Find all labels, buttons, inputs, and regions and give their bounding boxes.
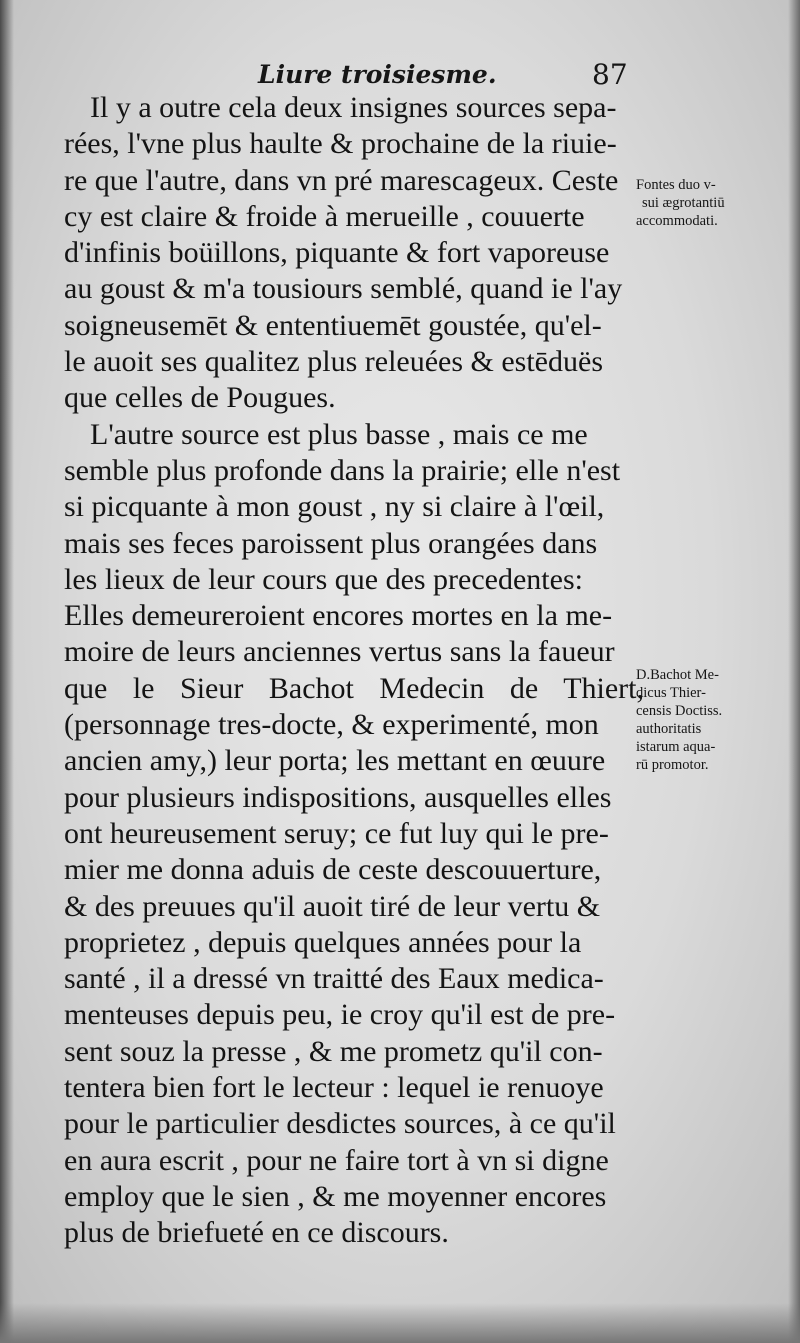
margin-note-line: D.Bachot Me- xyxy=(636,667,719,683)
margin-note-fontes xyxy=(636,176,792,230)
text-line: mier me donna aduis de ceste descouuerture, xyxy=(64,853,602,887)
text-line: semble plus profonde dans la prairie; elle n'est xyxy=(64,453,621,487)
text-line: que celles de Pougues. xyxy=(64,381,336,415)
margin-note-line: rū promotor. xyxy=(636,757,709,773)
text-line: Il y a outre cela deux insignes sources sepa- xyxy=(90,91,617,124)
text-line: tentera bien fort le lecteur : lequel ie renuoye xyxy=(64,1071,604,1105)
text-line: re que l'autre, dans vn pré marescageux. Ceste xyxy=(64,163,619,197)
margin-note-line: istarum aqua- xyxy=(636,739,716,755)
text-line: santé , il a dressé vn traitté des Eaux medica- xyxy=(64,962,604,996)
body-text xyxy=(64,90,644,1252)
margin-note-bachot xyxy=(636,666,792,774)
text-line: menteuses depuis peu, ie croy qu'il est de pre- xyxy=(64,998,616,1032)
text-line: ancien amy,) leur porta; les mettant en œuure xyxy=(64,744,606,778)
text-line: cy est claire & froide à merueille , couuerte xyxy=(64,199,585,233)
text-line: en aura escrit , pour ne faire tort à vn si digne xyxy=(64,1143,609,1177)
text-line: pour plusieurs indispositions, ausquelles elles xyxy=(64,780,612,814)
text-line: d'infinis boüillons, piquante & fort vaporeuse xyxy=(64,236,610,270)
text-line: pour le particulier desdictes sources, à ce qu'il xyxy=(64,1107,616,1141)
text-line: au goust & m'a tousiours semblé, quand ie l'ay xyxy=(64,272,623,306)
margin-note-line: accommodati. xyxy=(636,213,718,229)
margin-note-line: authoritatis xyxy=(636,721,702,737)
page-shadow-bottom xyxy=(0,1303,800,1343)
text-line: mais ses feces paroissent plus orangées dans xyxy=(64,526,598,560)
margin-note-line: dicus Thier- xyxy=(636,685,706,701)
text-line: soigneusemēt & ententiuemēt goustée, qu'el- xyxy=(64,308,602,342)
text-line: sent souz la presse , & me prometz qu'il con- xyxy=(64,1034,603,1068)
margin-note-line: censis Doctiss. xyxy=(636,703,723,719)
margin-note-line: Fontes duo v- xyxy=(636,177,716,193)
running-head: Liure troisiesme. xyxy=(258,60,497,89)
text-line: plus de briefueté en ce discours. xyxy=(64,1216,449,1250)
page-shadow-left xyxy=(0,0,14,1343)
text-line: proprietez , depuis quelques années pour la xyxy=(64,925,582,959)
text-line: L'autre source est plus basse , mais ce me xyxy=(90,417,588,451)
text-line: & des preuues qu'il auoit tiré de leur vertu & xyxy=(64,889,601,923)
margin-note-line: sui ægrotantiū xyxy=(642,195,725,211)
text-line: moire de leurs anciennes vertus sans la faueur xyxy=(64,635,615,669)
page-number: 87 xyxy=(592,58,628,91)
text-line: si picquante à mon goust , ny si claire à l'œil, xyxy=(64,490,605,524)
text-line: ont heureusement seruy; ce fut luy qui le pre- xyxy=(64,816,609,850)
text-line: les lieux de leur cours que des precedentes: xyxy=(64,562,583,596)
text-line: Elles demeureroient encores mortes en la me- xyxy=(64,599,613,633)
text-line: le auoit ses qualitez plus releuées & estēduës xyxy=(64,345,603,379)
text-line: rées, l'vne plus haulte & prochaine de la riuie- xyxy=(64,127,617,161)
text-line: que le Sieur Bachot Medecin de Thiert, xyxy=(64,671,644,705)
text-line: (personnage tres-docte, & experimenté, mon xyxy=(64,708,599,742)
text-line: employ que le sien , & me moyenner encores xyxy=(64,1179,607,1213)
